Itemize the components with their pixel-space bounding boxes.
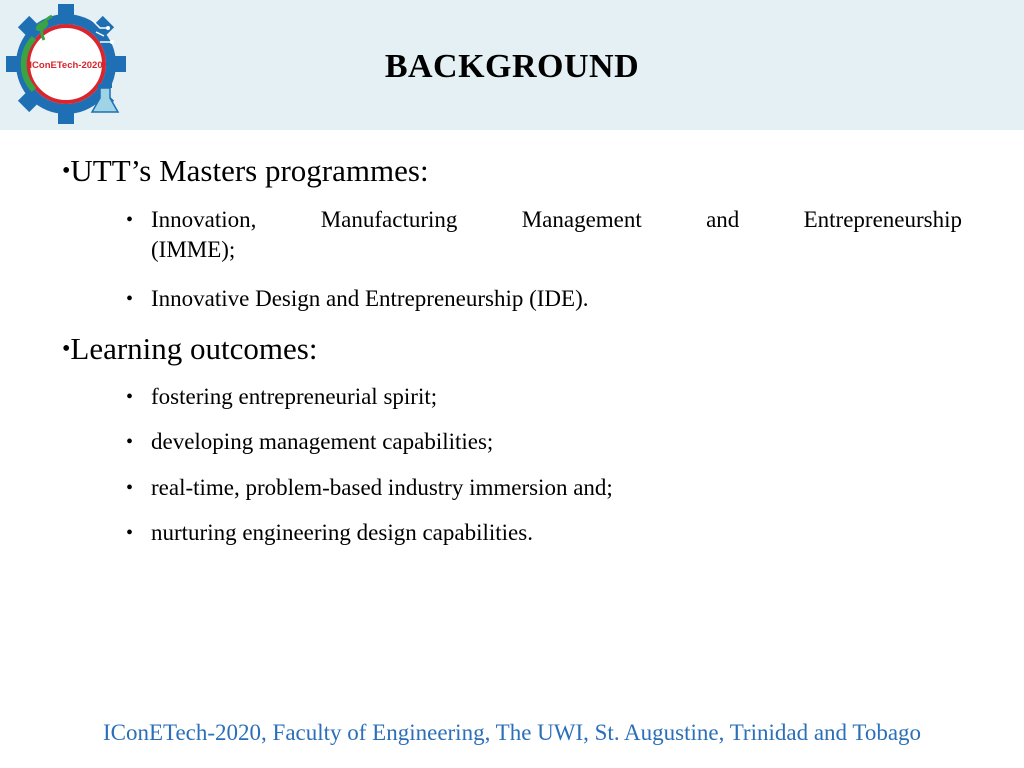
list-item-text: Innovative Design and Entrepreneurship (IDE).	[151, 286, 589, 311]
list-item-text: real-time, problem-based industry immersion and;	[151, 475, 613, 500]
section-heading-text: Learning outcomes:	[70, 331, 318, 366]
header-band	[0, 0, 1024, 130]
list-item-text-continued: (IMME);	[151, 237, 236, 262]
list-item	[126, 473, 962, 503]
bullet-icon: •	[126, 431, 134, 453]
list-item	[126, 427, 962, 457]
bullet-icon: •	[62, 336, 71, 362]
list-item	[126, 205, 962, 265]
footer-text: IConETech-2020, Faculty of Engineering, The UWI, St. Augustine, Trinidad and Tobago	[102, 720, 922, 745]
bullet-icon: •	[126, 477, 134, 499]
list-item	[126, 382, 962, 412]
section-heading-text: UTT’s Masters programmes:	[70, 153, 429, 188]
bullet-icon: •	[126, 288, 134, 310]
section-heading-masters	[62, 153, 429, 192]
list-item-text: developing management capabilities;	[151, 429, 494, 454]
bullet-icon: •	[62, 158, 71, 184]
list-item-text: Innovation, Manufacturing Management and Entrepreneurship	[151, 207, 962, 232]
bullet-icon: •	[126, 209, 134, 231]
list-item-text: nurturing engineering design capabilities.	[151, 520, 533, 545]
list-item	[126, 518, 962, 548]
page-title: BACKGROUND	[384, 48, 640, 85]
bullet-icon: •	[126, 522, 134, 544]
bullet-icon: •	[126, 386, 134, 408]
list-item	[126, 284, 962, 314]
list-item-text: fostering entrepreneurial spirit;	[151, 384, 438, 409]
logo-text: IConETech-2020	[29, 60, 103, 71]
section-heading-learning-outcomes	[62, 331, 317, 370]
